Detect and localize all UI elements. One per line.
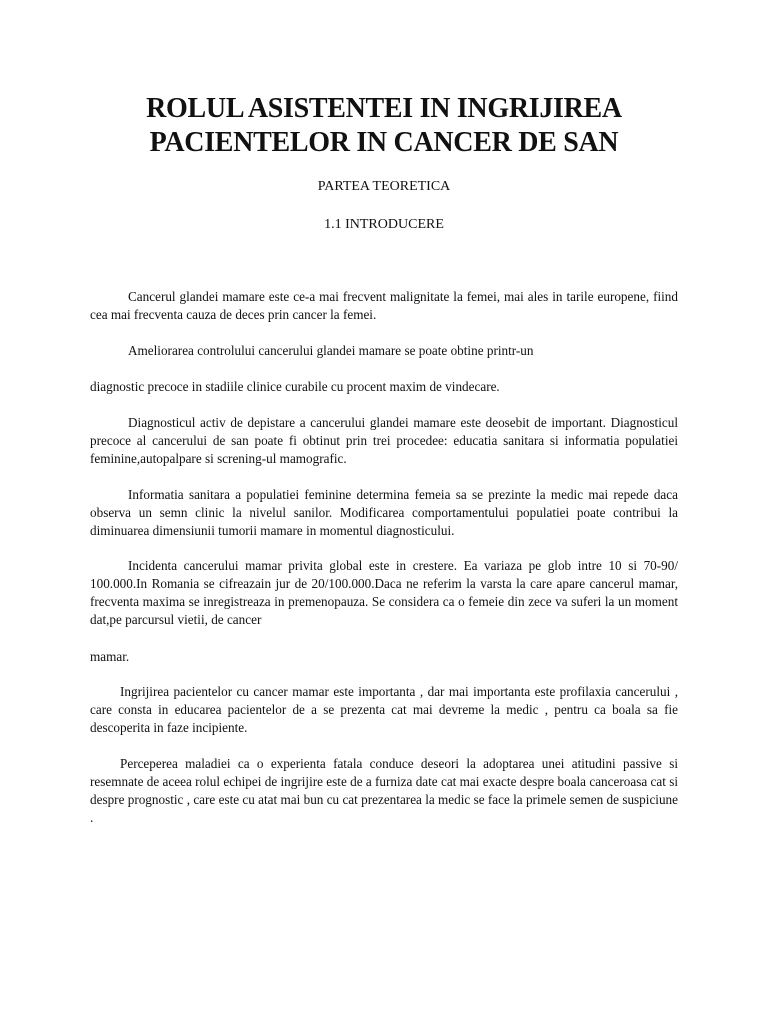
paragraph-3: diagnostic precoce in stadiile clinice curabile cu procent maxim de vindecare. <box>90 379 500 394</box>
section-heading: PARTEA TEORETICA <box>317 179 451 194</box>
paragraph-2: Ameliorarea controlului cancerului glandei mamare se poate obtine printr-un <box>128 343 534 358</box>
paragraph-8: Ingrijirea pacientelor cu cancer mamar este importanta , dar mai importanta este profilaxia cancerului , care consta in educarea pacientelor de a se prezenta cat mai devreme la medic , pentru ca boala sa fie descoperita in faze incipiente. <box>90 684 678 735</box>
subsection-heading: 1.1 INTRODUCERE <box>324 217 444 232</box>
title-line-2: PACIENTELOR IN CANCER DE SAN <box>149 127 619 158</box>
document-title <box>90 92 678 160</box>
paragraph-5: Informatia sanitara a populatiei feminine determina femeia sa se prezinte la medic mai repede daca observa un semn clinic la nivelul sanilor. Modificarea comportamentului populatiei poate contribui la diminuarea dimensiunii tumorii mamare in momentul diagnosticului. <box>90 487 678 538</box>
paragraph-6: Incidenta cancerului mamar privita global este in crestere. Ea variaza pe glob intre 10 si 70-90/ 100.000.In Romania se cifreazain jur de 20/100.000.Daca ne referim la varsta la care apare cancerul mamar, frecventa maxima se inregistreaza in premenopauza. Se considera ca o femeie din zece va suferi la un moment dat,pe parcursul vietii, de cancer <box>90 558 678 627</box>
title-line-1: ROLUL ASISTENTEI IN INGRIJIREA <box>146 93 622 124</box>
paragraph-4: Diagnosticul activ de depistare a cancerului glandei mamare este deosebit de important. Diagnosticul precoce al cancerului de san poate fi obtinut prin trei procedee: educatia sanitara si informatia populatiei feminine,autopalpare si screning-ul mamografic. <box>90 415 678 466</box>
paragraph-1: Cancerul glandei mamare este ce-a mai frecvent malignitate la femei, mai ales in tarile europene, fiind cea mai frecventa cauza de deces prin cancer la femei. <box>90 289 678 322</box>
paragraph-7: mamar. <box>90 649 130 664</box>
paragraph-9: Perceperea maladiei ca o experienta fatala conduce deseori la adoptarea unei atitudini passive si resemnate de aceea rolul echipei de ingrijire este de a furniza date cat mai exacte despre boala canceroasa cat si despre prognostic , care este cu atat mai bun cu cat prezentarea la medic se face la primele semen de suspiciune . <box>90 756 678 825</box>
